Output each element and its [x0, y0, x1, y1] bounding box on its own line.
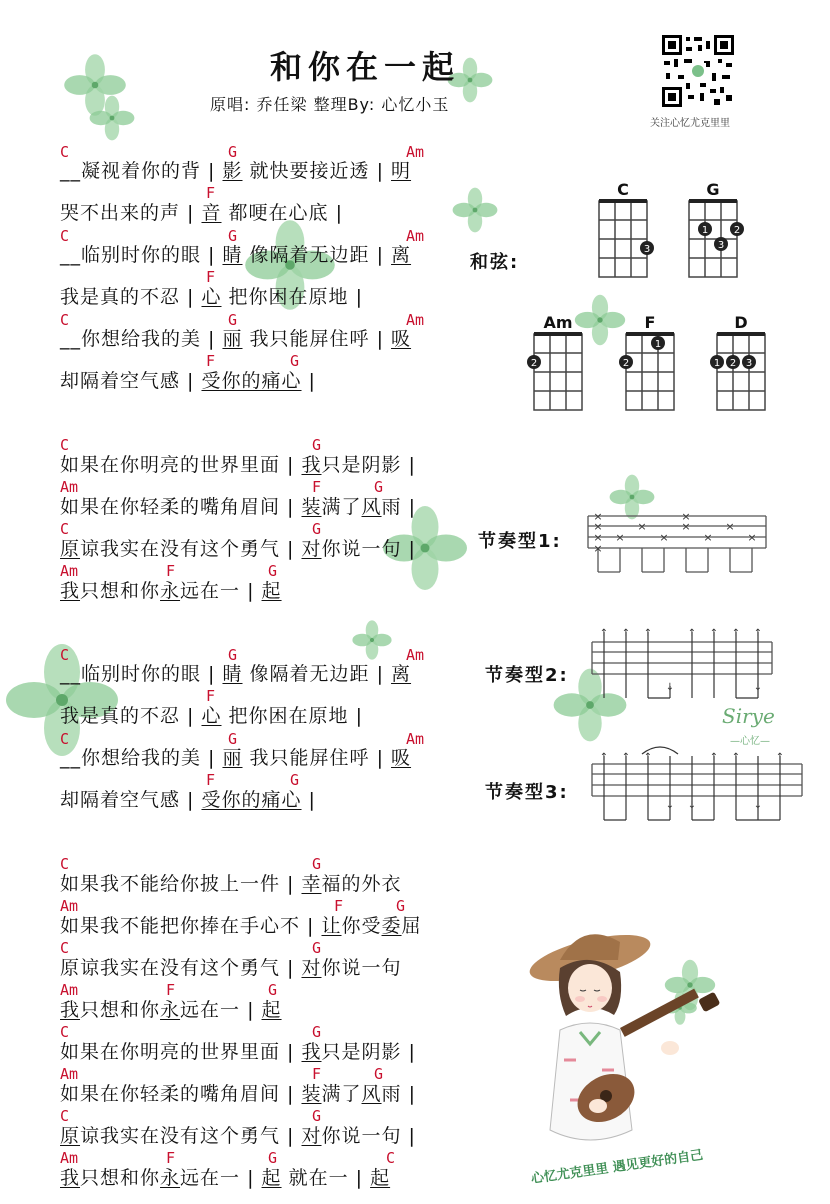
chord-c: C	[60, 1107, 70, 1125]
chord-diagram-am	[530, 333, 585, 411]
svg-text:↓: ↓	[665, 800, 675, 811]
svg-text:↑: ↑	[599, 628, 609, 639]
chord-f: F	[206, 687, 216, 705]
svg-text:↑: ↑	[709, 752, 719, 763]
lyric-line: 如果我不能把你捧在手心不 | 让你受委屈	[60, 915, 422, 937]
chord-g: G	[228, 143, 238, 161]
lyric-line: 我是真的不忍 | 心 把你困在原地 |	[60, 286, 363, 308]
svg-text:↑: ↑	[731, 628, 741, 639]
chord-diagram-d	[713, 333, 768, 411]
svg-text:×: ×	[681, 510, 691, 523]
lyric-line: __你想给我的美 | 丽 我只能屏住呼 | 吸	[60, 747, 412, 769]
svg-text:↑: ↑	[753, 628, 763, 639]
chord-c: C	[60, 520, 70, 538]
svg-text:3: 3	[643, 244, 651, 255]
chord-am: Am	[406, 730, 425, 748]
footer-slogan: 心忆尤克里里 遇见更好的自己	[530, 1147, 705, 1187]
svg-text:↑: ↑	[775, 752, 785, 763]
chord-am: Am	[60, 562, 79, 580]
chord-am: Am	[60, 478, 79, 496]
chord-g: G	[312, 855, 322, 873]
chord-f: F	[206, 771, 216, 789]
svg-text:×: ×	[593, 510, 603, 523]
chord-f: F	[206, 268, 216, 286]
chord-am: Am	[406, 646, 425, 664]
chord-am: Am	[406, 143, 425, 161]
chord-g: G	[228, 311, 238, 329]
lyric-line: 如果在你明亮的世界里面 | 我只是阴影 |	[60, 454, 416, 476]
svg-text:↑: ↑	[621, 628, 631, 639]
lyric-line: 我只想和你永远在一 | 起 就在一 | 起	[60, 1167, 391, 1189]
lyric-line: 却隔着空气感 | 受你的痛心 |	[60, 789, 316, 811]
svg-text:2: 2	[530, 358, 538, 369]
chord-g: G	[268, 981, 278, 999]
lyric-line: __临别时你的眼 | 睛 像隔着无边距 | 离	[60, 244, 412, 266]
svg-text:↑: ↑	[599, 752, 609, 763]
chord-am: Am	[60, 981, 79, 999]
lyric-line: __临别时你的眼 | 睛 像隔着无边距 | 离	[60, 663, 412, 685]
chord-f: F	[312, 478, 322, 496]
svg-text:×: ×	[703, 531, 713, 544]
svg-text:1: 1	[654, 339, 662, 350]
chord-f: F	[206, 184, 216, 202]
diagram-name-g: G	[706, 180, 720, 199]
svg-text:↓: ↓	[665, 682, 675, 693]
chord-am: Am	[60, 1149, 79, 1167]
chord-f: F	[166, 562, 176, 580]
chord-f: F	[166, 981, 176, 999]
chord-c: C	[60, 227, 70, 245]
rhythm-label-3: 节奏型3:	[485, 782, 569, 803]
chord-g: G	[312, 939, 322, 957]
chord-am: Am	[406, 227, 425, 245]
svg-text:1: 1	[701, 225, 709, 236]
svg-text:×: ×	[725, 520, 735, 533]
song-credits: 原唱: 乔任梁 整理By: 心忆小玉	[210, 95, 450, 114]
rhythm-label-1: 节奏型1:	[478, 531, 562, 552]
lyric-line: 如果在你明亮的世界里面 | 我只是阴影 |	[60, 1041, 416, 1063]
diagram-name-f: F	[644, 313, 656, 332]
svg-text:↑: ↑	[621, 752, 631, 763]
chord-diagram-f	[622, 333, 677, 411]
chord-g: G	[290, 771, 300, 789]
chord-c: C	[386, 1149, 396, 1167]
svg-text:×: ×	[747, 531, 757, 544]
chord-g: G	[312, 436, 322, 454]
chord-f: F	[334, 897, 344, 915]
chord-g: G	[228, 730, 238, 748]
svg-text:×: ×	[637, 520, 647, 533]
svg-text:↑: ↑	[687, 628, 697, 639]
chord-f: F	[206, 352, 216, 370]
chord-c: C	[60, 939, 70, 957]
chord-c: C	[60, 855, 70, 873]
svg-text:2: 2	[733, 225, 741, 236]
svg-text:1: 1	[713, 358, 721, 369]
diagram-name-c: C	[617, 180, 629, 199]
chord-am: Am	[406, 311, 425, 329]
qr-caption: 关注心忆尤克里里	[650, 118, 730, 129]
signature-sub: —心忆—	[730, 736, 770, 747]
chord-g: G	[396, 897, 406, 915]
chord-c: C	[60, 311, 70, 329]
svg-text:×: ×	[659, 531, 669, 544]
chord-c: C	[60, 143, 70, 161]
chord-am: Am	[60, 1065, 79, 1083]
lyric-line: 如果在你轻柔的嘴角眉间 | 装满了风雨 |	[60, 1083, 416, 1105]
svg-text:2: 2	[729, 358, 737, 369]
lyric-line: 哭不出来的声 | 音 都哽在心底 |	[60, 202, 343, 224]
diagram-name-d: D	[734, 313, 748, 332]
lyric-line: 原谅我实在没有这个勇气 | 对你说一句	[60, 957, 402, 979]
lyric-line: 我只想和你永远在一 | 起	[60, 999, 282, 1021]
lyric-line: 我只想和你永远在一 | 起	[60, 580, 282, 602]
chord-g: G	[374, 1065, 384, 1083]
chords-label: 和弦:	[470, 252, 520, 273]
chord-c: C	[60, 730, 70, 748]
lyric-line: 如果在你轻柔的嘴角眉间 | 装满了风雨 |	[60, 496, 416, 518]
chord-c: C	[60, 1023, 70, 1041]
svg-text:3: 3	[717, 240, 725, 251]
chord-g: G	[228, 227, 238, 245]
chord-c: C	[60, 646, 70, 664]
song-title: 和你在一起	[269, 48, 460, 86]
diagram-name-am: Am	[543, 313, 573, 332]
svg-text:3: 3	[745, 358, 753, 369]
chord-g: G	[290, 352, 300, 370]
chord-am: Am	[60, 897, 79, 915]
signature-logo: Sirye	[722, 704, 775, 728]
chord-f: F	[166, 1149, 176, 1167]
rhythm-pattern-3	[592, 752, 807, 832]
lyric-line: 如果我不能给你披上一件 | 幸福的外衣	[60, 873, 402, 895]
chord-g: G	[228, 646, 238, 664]
svg-text:↓: ↓	[753, 800, 763, 811]
lyric-line: __你想给我的美 | 丽 我只能屏住呼 | 吸	[60, 328, 412, 350]
svg-text:↑: ↑	[709, 628, 719, 639]
svg-text:×: ×	[593, 542, 603, 555]
girl-ukulele-illustration	[520, 920, 760, 1190]
lyric-line: 原谅我实在没有这个勇气 | 对你说一句 |	[60, 538, 416, 560]
svg-text:↑: ↑	[731, 752, 741, 763]
svg-text:↑: ↑	[643, 752, 653, 763]
rhythm-pattern-2	[592, 628, 777, 708]
chord-g: G	[268, 562, 278, 580]
svg-text:×: ×	[615, 531, 625, 544]
chord-f: F	[312, 1065, 322, 1083]
svg-text:×: ×	[593, 531, 603, 544]
rhythm-pattern-1	[588, 510, 768, 580]
svg-text:↓: ↓	[687, 800, 697, 811]
lyric-line: 却隔着空气感 | 受你的痛心 |	[60, 370, 316, 392]
chord-g: G	[268, 1149, 278, 1167]
qr-code-icon	[660, 33, 736, 109]
rhythm-label-2: 节奏型2:	[485, 665, 569, 686]
chord-diagram-g	[688, 200, 740, 278]
svg-text:×: ×	[593, 520, 603, 533]
chord-g: G	[312, 1023, 322, 1041]
chord-g: G	[374, 478, 384, 496]
chord-g: G	[312, 520, 322, 538]
svg-text:2: 2	[622, 358, 630, 369]
svg-text:↓: ↓	[753, 682, 763, 693]
chord-diagram-c	[598, 200, 650, 278]
svg-text:↑: ↑	[643, 628, 653, 639]
svg-text:×: ×	[681, 520, 691, 533]
lyric-line: 我是真的不忍 | 心 把你困在原地 |	[60, 705, 363, 727]
chord-c: C	[60, 436, 70, 454]
lyric-line: __凝视着你的背 | 影 就快要接近透 | 明	[60, 160, 412, 182]
lyric-line: 原谅我实在没有这个勇气 | 对你说一句 |	[60, 1125, 416, 1147]
chord-g: G	[312, 1107, 322, 1125]
